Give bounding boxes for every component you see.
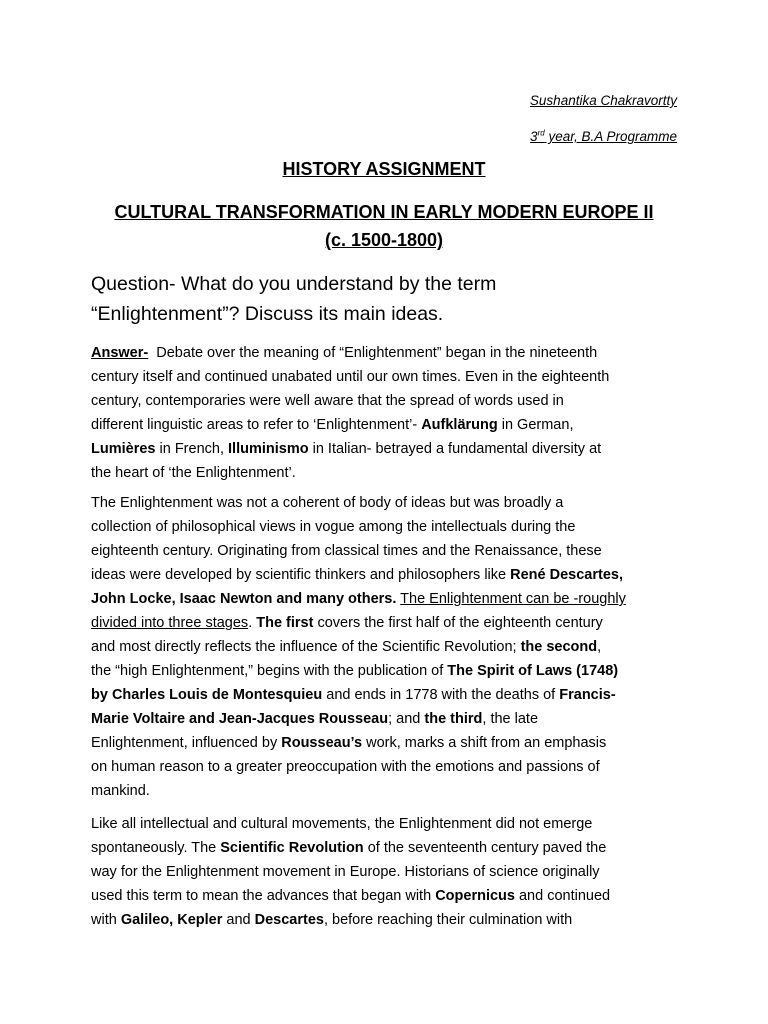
paragraph-line: and most directly reflects the influence of the Scientific Revolution; the second, [91,639,602,655]
question-text [91,269,691,329]
paragraph-line: Lumières in French, Illuminismo in Italian- betrayed a fundamental diversity at [91,441,602,457]
paragraph-line: mankind. [91,783,150,799]
author-name: Sushantika Chakravortty [529,93,677,108]
paragraph-line: Enlightenment, influenced by Rousseau’s work, marks a shift from an emphasis [91,735,607,751]
paragraph-line: John Locke, Isaac Newton and many others. The Enlightenment can be -roughly [91,591,626,607]
paragraph-line: by Charles Louis de Montesquieu and ends in 1778 with the deaths of Francis- [91,687,616,703]
paragraph-line: different linguistic areas to refer to ‘Enlightenment’- Aufklärung in German, [91,417,574,433]
answer-paragraph-1 [91,341,691,485]
title-heading-line-2: (c. 1500-1800) [324,230,444,250]
paragraph-line: collection of philosophical views in vogue among the intellectuals during the [91,519,576,535]
paragraph-line: on human reason to a greater preoccupation with the emotions and passions of [91,759,600,775]
question-line: “Enlightenment”? Discuss its main ideas. [91,303,444,325]
answer-paragraph-3 [91,812,691,932]
paragraph-line: Like all intellectual and cultural movements, the Enlightenment did not emerge [91,816,593,832]
paragraph-line: the “high Enlightenment,” begins with the publication of The Spirit of Laws (1748) [91,663,619,679]
author-year: 3rd year, B.A Programme [530,128,677,144]
paragraph-line: Marie Voltaire and Jean-Jacques Rousseau; and the third, the late [91,711,539,727]
title-heading-line-1: CULTURAL TRANSFORMATION IN EARLY MODERN EUROPE II [114,202,654,222]
paragraph-line: the heart of ‘the Enlightenment’. [91,465,296,481]
paragraph-line: Answer- Debate over the meaning of “Enlightenment” began in the nineteenth [91,345,598,361]
question-line: Question- What do you understand by the term [91,273,497,295]
paragraph-line: way for the Enlightenment movement in Europe. Historians of science originally [91,864,600,880]
paragraph-line: century itself and continued unabated until our own times. Even in the eighteenth [91,369,610,385]
paragraph-line: eighteenth century. Originating from classical times and the Renaissance, these [91,543,602,559]
answer-label: Answer- [91,345,149,361]
paragraph-line: with Galileo, Kepler and Descartes, before reaching their culmination with [91,912,573,928]
paragraph-line: century, contemporaries were well aware that the spread of words used in [91,393,564,409]
paragraph-line: ideas were developed by scientific thinkers and philosophers like René Descartes, [91,567,623,583]
paragraph-line: The Enlightenment was not a coherent of body of ideas but was broadly a [91,495,564,511]
paragraph-line: used this term to mean the advances that began with Copernicus and continued [91,888,611,904]
answer-paragraph-2 [91,491,691,803]
paragraph-line: divided into three stages. The first covers the first half of the eighteenth century [91,615,603,631]
paragraph-line: spontaneously. The Scientific Revolution of the seventeenth century paved the [91,840,607,856]
author-block [530,92,677,164]
assignment-heading: HISTORY ASSIGNMENT [282,159,486,179]
